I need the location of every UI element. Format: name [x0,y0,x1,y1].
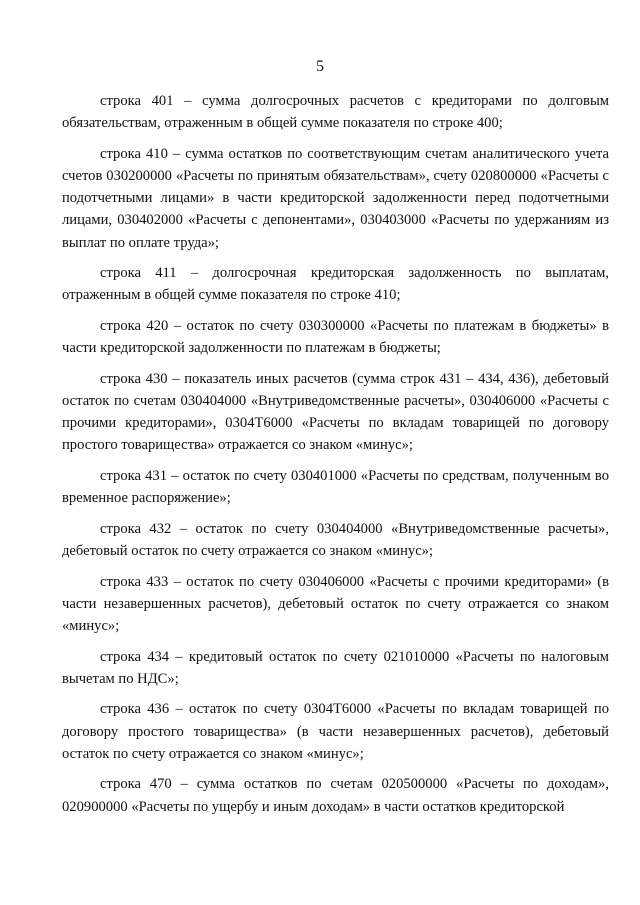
document-body [62,90,609,826]
paragraph-line-430: строка 430 – показатель иных расчетов (сумма строк 431 – 434, 436), дебетовый остаток по счетам 030404000 «Внутриведомственные расчеты», 030406000 «Расчеты с прочими кредиторами», 0304Т6000 «Расчеты по вкладам товарищей по договору простого товарищества» отражается со знаком «минус»; [62,370,609,454]
paragraph-line-431: строка 431 – остаток по счету 030401000 «Расчеты по средствам, полученным во временное распоряжение»; [62,468,609,507]
paragraph-line-420: строка 420 – остаток по счету 030300000 «Расчеты по платежам в бюджеты» в части кредиторской задолженности по платежам в бюджеты; [62,318,609,357]
paragraph-line-436: строка 436 – остаток по счету 0304Т6000 «Расчеты по вкладам товарищей по договору простого товарищества» (в части незавершенных расчетов), дебетовый остаток по счету отражается со знаком «минус»; [62,701,609,762]
paragraph-line-410: строка 410 – сумма остатков по соответствующим счетам аналитического учета счетов 030200000 «Расчеты по принятым обязательствам», счету 020800000 «Расчеты с подотчетными лицами» в части кредиторской задолженности перед подотчетными лицами, 030402000 «Расчеты с депонентами», 030403000 «Расчеты по удержаниям из выплат по оплате труда»; [62,145,609,251]
paragraph-line-434: строка 434 – кредитовый остаток по счету 021010000 «Расчеты по налоговым вычетам по НДС»; [62,648,609,687]
paragraph-line-433: строка 433 – остаток по счету 030406000 «Расчеты с прочими кредиторами» (в части незавершенных расчетов), дебетовый остаток по счету отражается со знаком «минус»; [62,573,609,634]
paragraph-line-470: строка 470 – сумма остатков по счетам 020500000 «Расчеты по доходам», 020900000 «Расчеты по ущербу и иным доходам» в части остатков кредиторской [62,776,609,815]
paragraph-line-432: строка 432 – остаток по счету 030404000 «Внутриведомственные расчеты», дебетовый остаток по счету отражается со знаком «минус»; [62,520,609,559]
paragraph-line-401: строка 401 – сумма долгосрочных расчетов с кредиторами по долговым обязательствам, отраженным в общей сумме показателя по строке 400; [62,93,609,132]
paragraph-line-411: строка 411 – долгосрочная кредиторская задолженность по выплатам, отраженным в общей сумме показателя по строке 410; [62,265,609,304]
page-number: 5 [316,58,324,75]
